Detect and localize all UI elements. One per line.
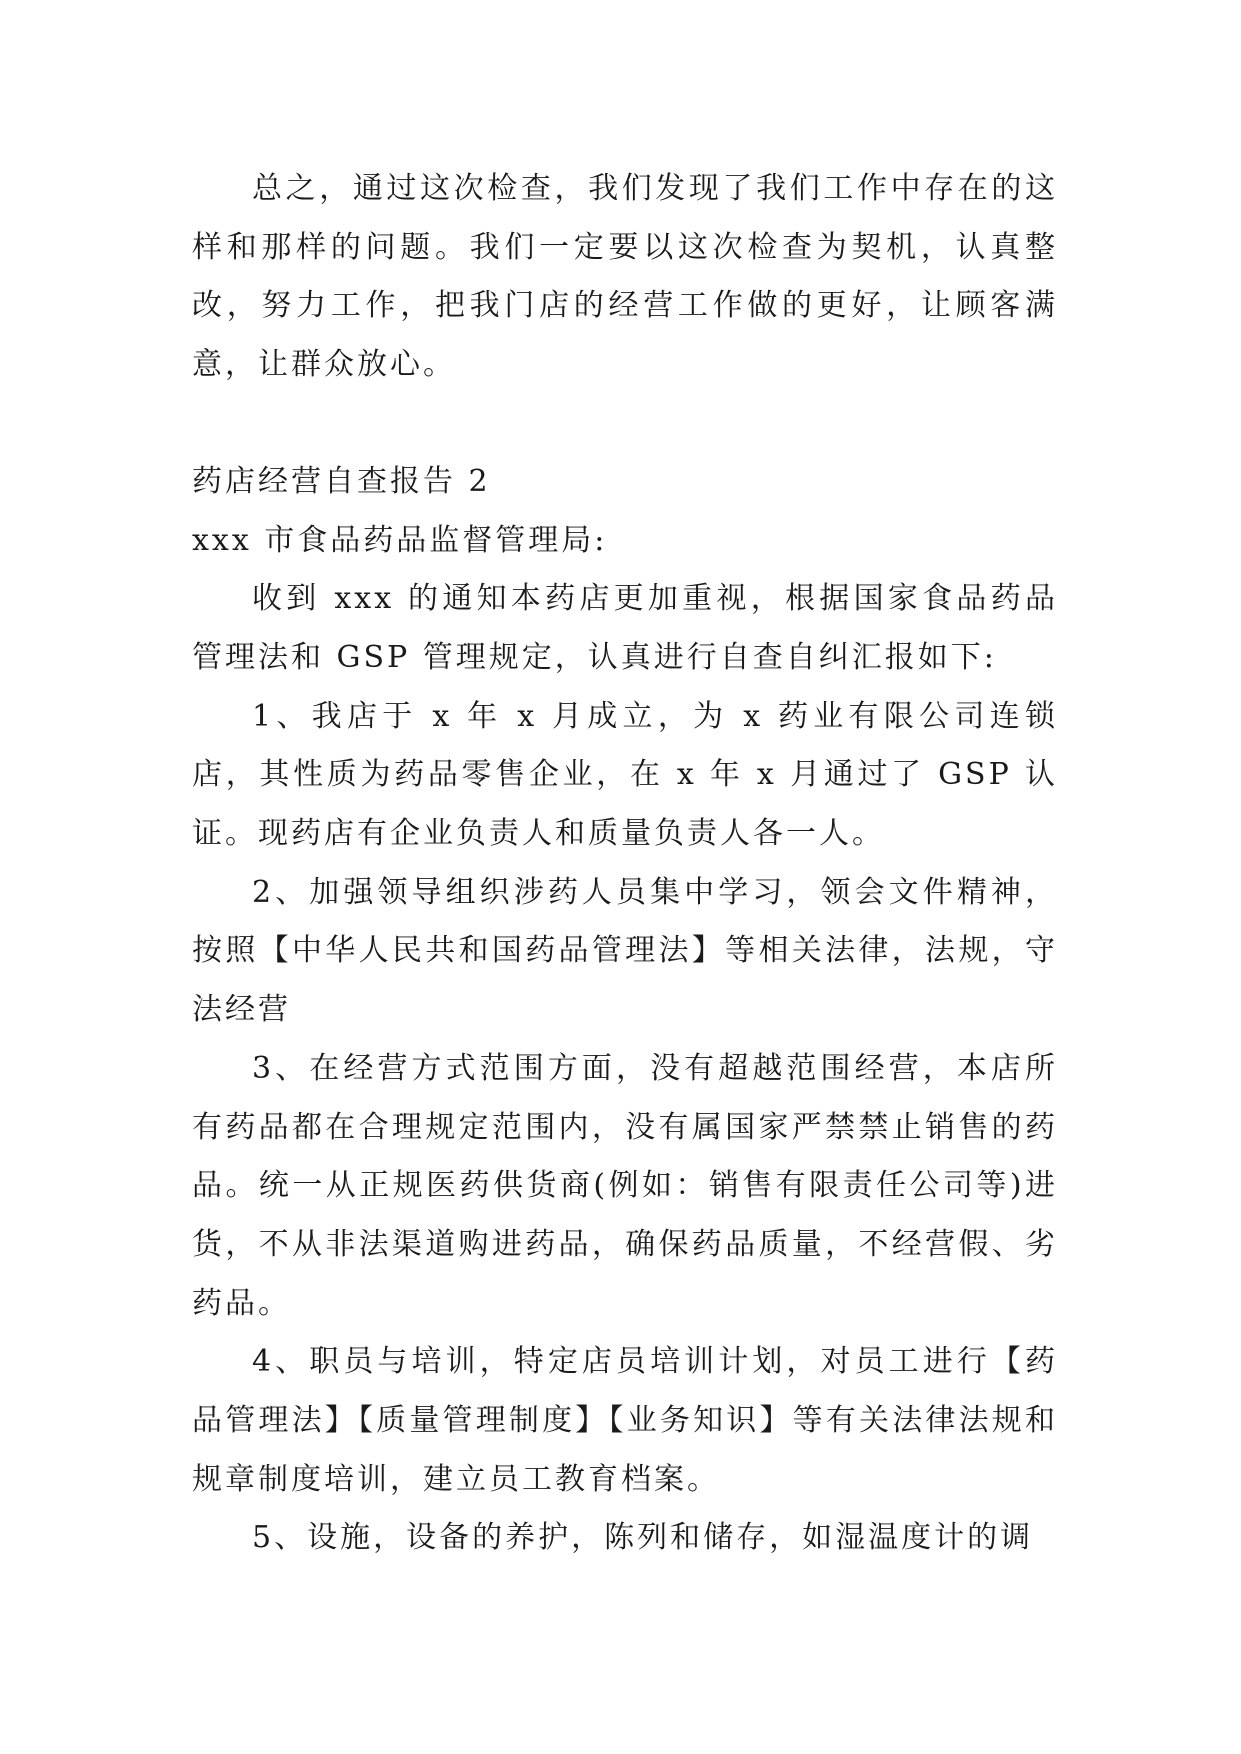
- list-item: 3、在经营方式范围方面，没有超越范围经营，本店所有药品都在合理规定范围内，没有属国家严禁禁止销售的药品。统一从正规医药供货商(例如：销售有限责任公司等)进货，不从非法渠道购进药品，确保药品质量，不经营假、劣药品。: [192, 1050, 1058, 1321]
- summary-paragraph: 总之，通过这次检查，我们发现了我们工作中存在的这样和那样的问题。我们一定要以这次检查为契机，认真整改，努力工作，把我门店的经营工作做的更好，让顾客满意，让群众放心。: [192, 171, 1058, 383]
- intro-paragraph: 收到 xxx 的通知本药店更加重视，根据国家食品药品管理法和 GSP 管理规定，认真进行自查自纠汇报如下:: [192, 581, 1058, 675]
- list-item: 2、加强领导组织涉药人员集中学习，领会文件精神，按照【中华人民共和国药品管理法】等相关法律，法规，守法经营: [192, 874, 1058, 1028]
- list-item: 1、我店于 x 年 x 月成立，为 x 药业有限公司连锁店，其性质为药品零售企业，在 x 年 x 月通过了 GSP 认证。现药店有企业负责人和质量负责人各一人。: [192, 698, 1058, 852]
- document-body: [192, 160, 1058, 1568]
- paragraph-spacer: [192, 395, 1058, 453]
- list-item: 4、职员与培训，特定店员培训计划，对员工进行【药品管理法】【质量管理制度】【业务知识】等有关法律法规和规章制度培训，建立员工教育档案。: [192, 1344, 1058, 1497]
- list-item: 5、设施，设备的养护，陈列和储存，如湿温度计的调: [252, 1520, 1034, 1556]
- report-title: 药店经营自查报告 2: [192, 463, 491, 499]
- addressee-line: xxx 市食品药品监督管理局:: [192, 522, 608, 558]
